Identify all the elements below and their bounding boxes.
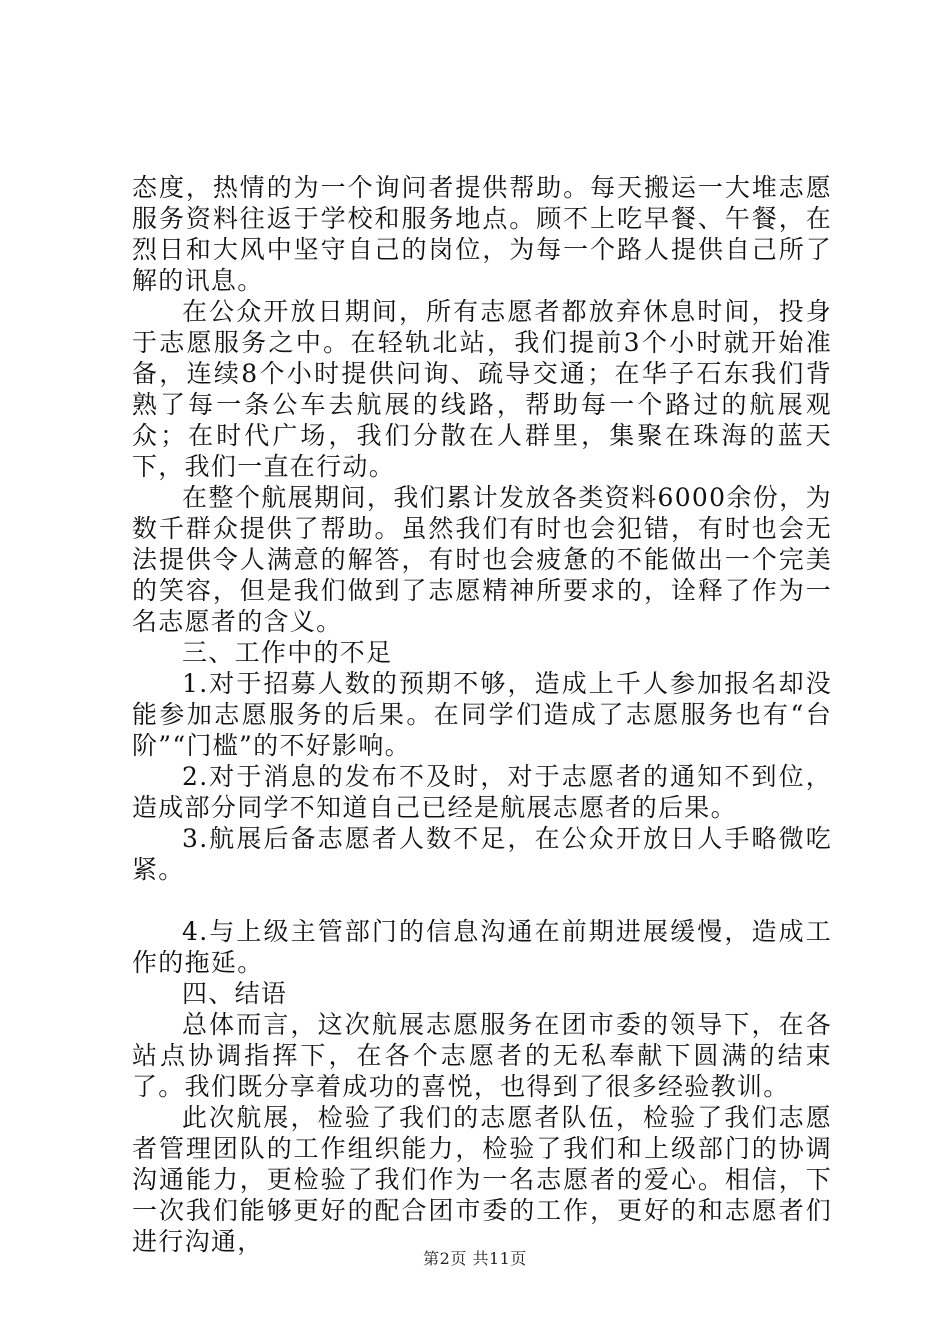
section-heading-conclusion: 四、结语 — [182, 979, 288, 1008]
page-footer: 第2页 共11页 — [423, 1249, 527, 1268]
list-item-4: 4.与上级主管部门的信息沟通在前期进展缓慢，造成工作的拖延。 — [132, 917, 832, 977]
document-body — [132, 172, 832, 1257]
paragraph-conclusion: 总体而言，这次航展志愿服务在团市委的领导下，在各站点协调指挥下，在各个志愿者的无私奉献下圆满的结束了。我们既分享着成功的喜悦，也得到了很多经验教训。 — [132, 1010, 832, 1101]
list-item-2: 2.对于消息的发布不及时，对于志愿者的通知不到位，造成部分同学不知道自己已经是航展志愿者的后果。 — [132, 762, 832, 822]
paragraph-final: 此次航展，检验了我们的志愿者队伍，检验了我们志愿者管理团队的工作组织能力，检验了我们和上级部门的协调沟通能力，更检验了我们作为一名志愿者的爱心。相信，下一次我们能够更好的配合团市委的工作，更好的和志愿者们进行沟通， — [132, 1103, 832, 1256]
list-item-1: 1.对于招募人数的预期不够，造成上千人参加报名却没能参加志愿服务的后果。在同学们造成了志愿服务也有“台阶”“门槛”的不好影响。 — [132, 669, 832, 760]
list-item-3: 3.航展后备志愿者人数不足，在公众开放日人手略微吃紧。 — [132, 824, 832, 884]
paragraph-open-day: 在公众开放日期间，所有志愿者都放弃休息时间，投身于志愿服务之中。在轻轨北站，我们提前3个小时就开始准备，连续8个小时提供问询、疏导交通；在华子石东我们背熟了每一条公车去航展的线路，帮助每一个路过的航展观众；在时代广场，我们分散在人群里，集聚在珠海的蓝天下，我们一直在行动。 — [132, 297, 832, 481]
section-heading-shortcomings: 三、工作中的不足 — [182, 638, 393, 667]
paragraph-continuation: 态度，热情的为一个询问者提供帮助。每天搬运一大堆志愿服务资料往返于学校和服务地点。顾不上吃早餐、午餐，在烈日和大风中坚守自己的岗位，为每一个路人提供自己所了解的讯息。 — [132, 173, 832, 295]
paragraph-summary: 在整个航展期间，我们累计发放各类资料6000余份，为数千群众提供了帮助。虽然我们有时也会犯错，有时也会无法提供令人满意的解答，有时也会疲惫的不能做出一个完美的笑容，但是我们做到了志愿精神所要求的，诠释了作为一名志愿者的含义。 — [132, 483, 832, 636]
blank-line — [132, 885, 832, 916]
